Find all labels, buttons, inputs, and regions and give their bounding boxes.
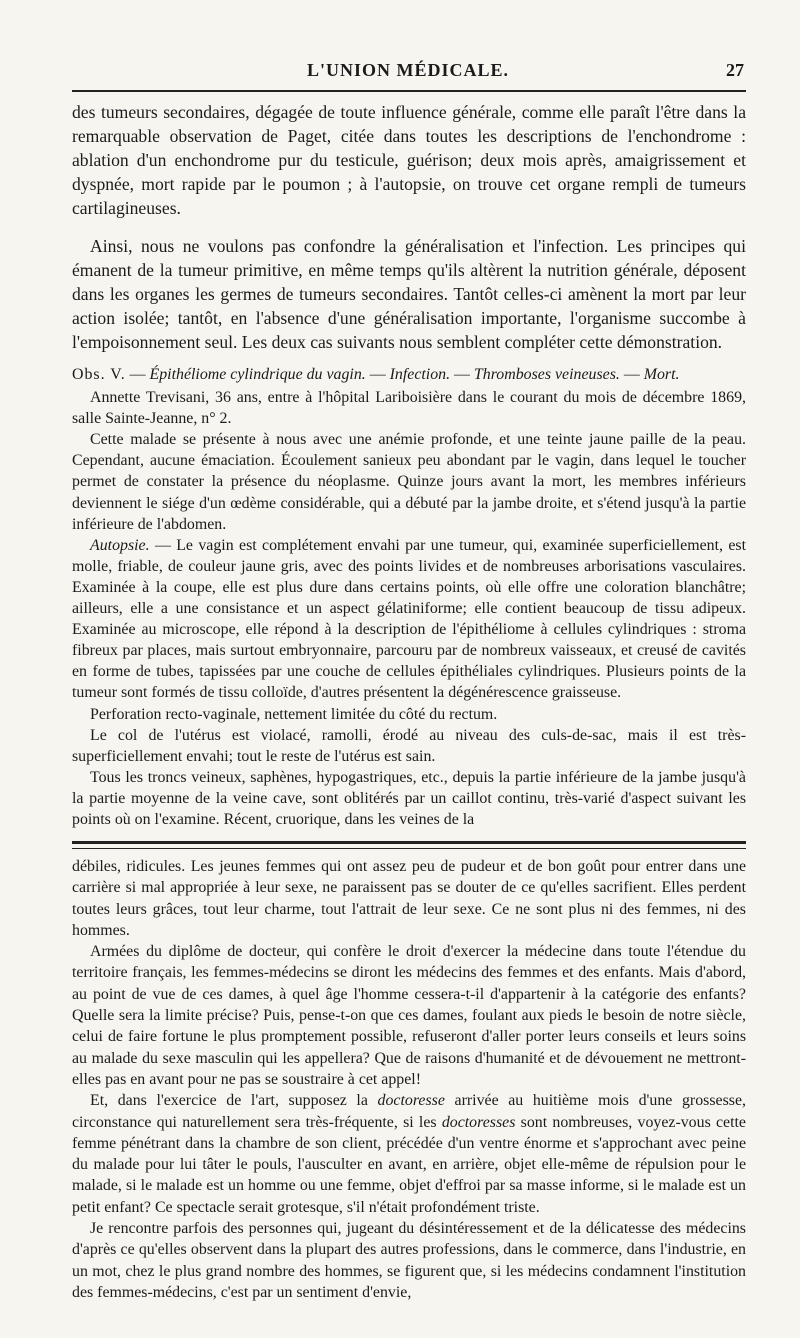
observation-number: Obs. V. [72, 366, 126, 383]
feuilleton-rule-thin [72, 848, 746, 849]
feuilleton-rule-thick [72, 841, 746, 844]
paragraph-diplome: Armées du diplôme de docteur, qui confère le droit d'exercer la médecine dans toute l'étendue du territoire français, les femmes-médecins se diront les médecins des femmes et des enfants. Mais d'abord, au point de vue de ces dames, à quel âge l'homme cessera-t-il d'appartenir à la catégorie des enfants? Quelle sera la limite précise? Puis, pense-t-on que ces dames, foulant aux pieds le besoin de notre siècle, celui de faire fortune le plus promptement possible, refuseront d'aller porter leurs conseils et leurs soins au malade du sexe masculin qui les appellera? Que de raisons d'humanité et de dévouement ne mettront-elles pas en avant pour ne pas se soustraire à cet appel! [72, 943, 746, 1088]
paragraph-perforation: Perforation recto-vaginale, nettement limitée du côté du rectum. [90, 705, 498, 723]
paragraph-autopsie: Autopsie. — Le vagin est complétement envahi par une tumeur, qui, examinée superficiellement, est molle, friable, de couleur jaune gris, avec des points livides et de nombreuses arborisations vasculaires. Examinée à la coupe, elle est plus dure dans certains points, où elle offre une coloration blanchâtre; ailleurs, elle a une consistance et un aspect gélatiniforme; elle contient beaucoup de tissu adipeux. Examinée au microscope, elle répond à la description de l'épithéliome à cellules cylindriques : stroma fibreux par places, mais surtout embryonnaire, parcouru par de nombreux vaisseaux, et creusé de cavités en forme de tubes, tapissées par une couche de cellules épithéliales cylindriques. Plusieurs points de la tumeur sont formés de tissu colloïde, d'autres présentent la dégénérescence graisseuse. [72, 536, 746, 702]
paragraph-generalisation: Ainsi, nous ne voulons pas confondre la généralisation et l'infection. Les principes qui émanent de la tumeur primitive, en même temps qu'ils altèrent la nutrition générale, déposent dans les organes les germes de tumeurs secondaires. Tantôt celles-ci amènent la mort par leur action isolée; tantôt, en l'absence d'une généralisation importante, l'organisme succombe à l'empoisonnement seul. Les deux cas suivants nous semblent compléter cette démonstration. [72, 236, 746, 352]
observation-thromboses: Thromboses veineuses. [473, 366, 620, 383]
article-body [72, 100, 746, 830]
paragraph-enchondrome: des tumeurs secondaires, dégagée de toute influence générale, comme elle paraît l'être dans la remarquable observation de Paget, citée dans toutes les descriptions de l'enchondrome : ablation d'un enchondrome pur du testicule, guérison; deux mois après, amaigrissement et dyspnée, mort rapide par le poumon ; à l'autopsie, on trouve cet organe rempli de tumeurs cartilagineuses. [72, 102, 746, 218]
header-rule [72, 90, 746, 92]
paragraph-presentation: Cette malade se présente à nous avec une anémie profonde, et une teinte jaune paille de la peau. Cependant, aucune émaciation. Écoulement sanieux peu abondant par le vagin, dans lequel le toucher permet de constater la présence du néoplasme. Quinze jours avant la mort, les membres inférieurs deviennent le siége d'un œdème considérable, qui a débuté par la jambe droite, et s'étend jusqu'à la partie inférieure de l'abdomen. [72, 431, 746, 533]
observation-outcome: Mort. [643, 366, 680, 383]
paragraph-patient: Annette Trevisani, 36 ans, entre à l'hôpital Lariboisière dans le courant du mois de décembre 1869, salle Sainte-Jeanne, n° 2. [72, 389, 746, 428]
observation-heading: Obs. V. — Épithéliome cylindrique du vagin. — Infection. — Thromboses veineuses. — Mort. [72, 366, 680, 383]
paragraph-troncs-veineux: Tous les troncs veineux, saphènes, hypogastriques, etc., depuis la partie inférieure de la jambe jusqu'à la partie moyenne de la veine cave, sont oblitérés par un caillot continu, très-varié d'aspect suivant les points où on l'examine. Récent, cruorique, dans les veines de la [72, 768, 746, 828]
paragraph-col-uterus: Le col de l'utérus est violacé, ramolli, érodé au niveau des culs-de-sac, mais il est très-superficiellement envahi; tout le reste de l'utérus est sain. [72, 726, 746, 765]
paragraph-desinteressement: Je rencontre parfois des personnes qui, jugeant du désintéressement et de la délicatesse des médecins d'après ce qu'elles observent dans la plupart des autres professions, dans le commerce, dans l'industrie, en un mot, chez le plus grand nombre des hommes, se figurent que, si les médecins condamnent l'institution des femmes-médecins, c'est par un sentiment d'envie, [72, 1220, 746, 1301]
observation-title: Épithéliome cylindrique du vagin. [149, 366, 366, 383]
running-header [70, 58, 746, 84]
paragraph-doctoresse: Et, dans l'exercice de l'art, supposez la doctoresse arrivée au huitième mois d'une grossesse, circonstance qui naturellement sera très-fréquente, si les doctoresses sont nombreuses, voyez-vous cette femme pénétrant dans la chambre de son client, précédée d'un ventre énorme et s'approchant avec peine du malade pour lui tâter le pouls, l'ausculter en avant, en arrière, objet elle-même de répulsion pour le malade, si le malade est un homme ou une femme, objet d'effroi par sa masse informe, si le malade est un petit enfant? Ce spectacle serait grotesque, s'il n'était profondément triste. [72, 1092, 746, 1216]
feuilleton-body [72, 856, 746, 1303]
observation-infection: Infection. [389, 366, 451, 383]
paragraph-jeunes-femmes: débiles, ridicules. Les jeunes femmes qui ont assez peu de pudeur et de bon goût pour entrer dans une carrière si mal appropriée à leur sexe, ne paraissent pas se douter de ce qu'elles sacrifient. Elles perdent toutes leurs grâces, tout leur charme, tout l'attrait de leur sexe. Ce ne sont plus ni des femmes, ni des hommes. [72, 858, 746, 939]
autopsie-label: Autopsie. [90, 536, 150, 554]
page-number: 27 [726, 60, 744, 80]
journal-title: L'UNION MÉDICALE. [306, 60, 510, 80]
